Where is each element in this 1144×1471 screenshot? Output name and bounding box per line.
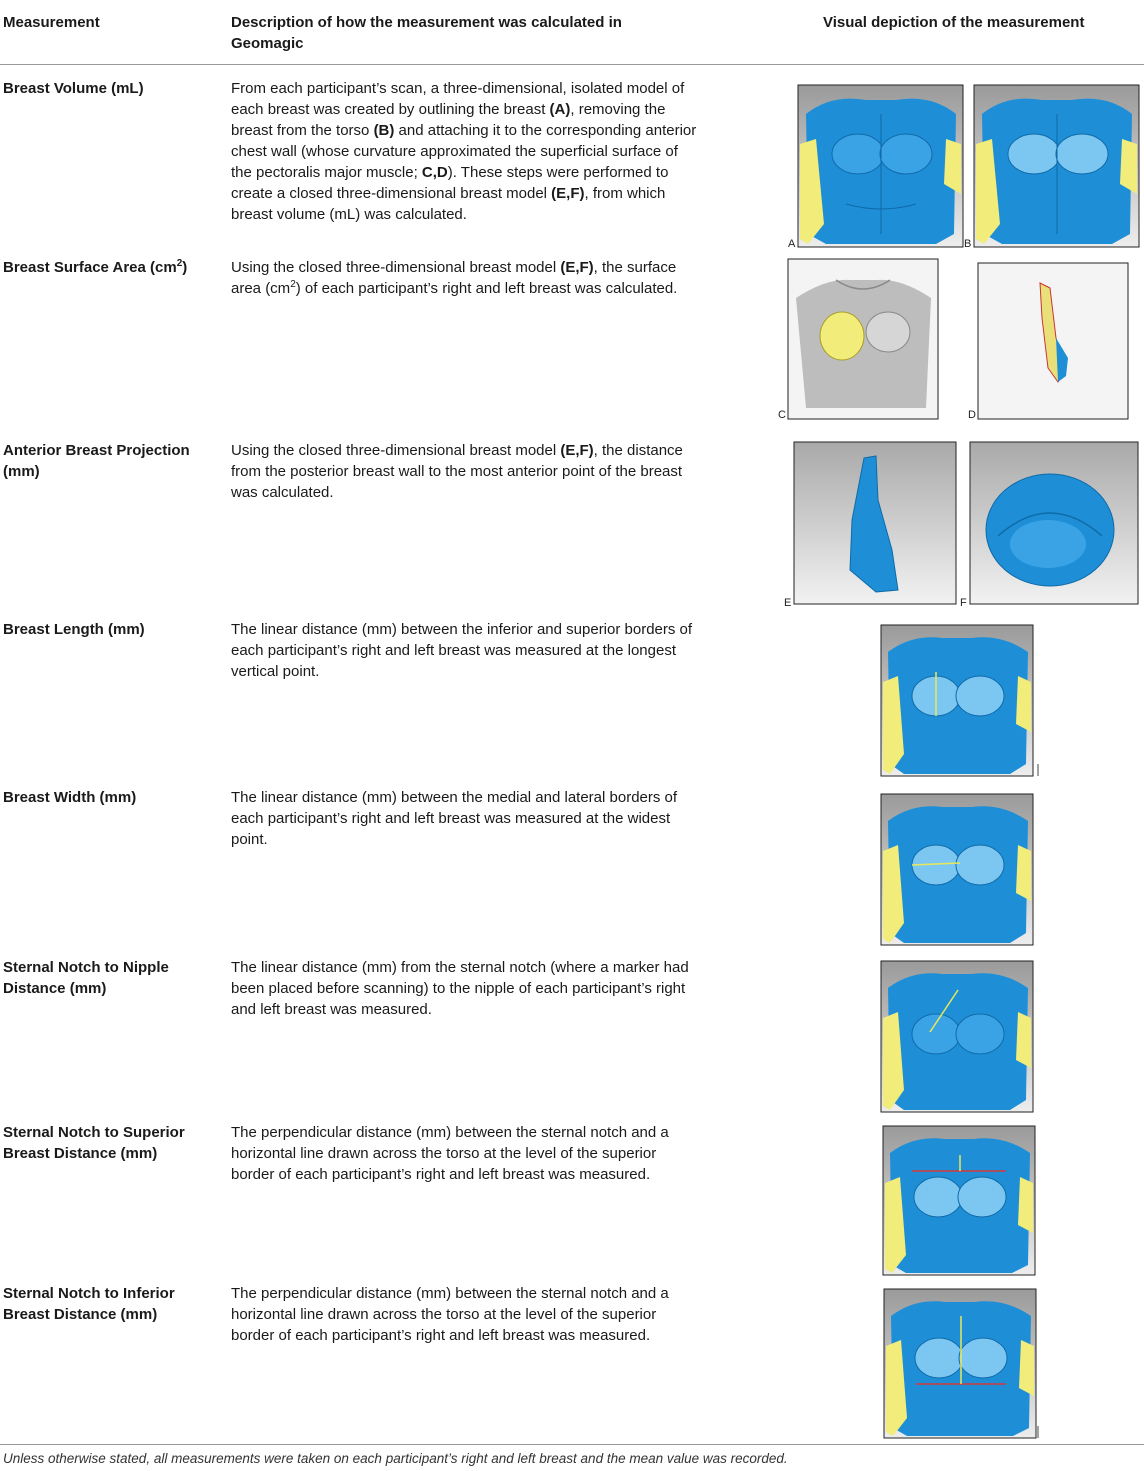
scan-panel-a [788,85,963,250]
breast-length-scan [880,624,1042,778]
measurement-description: The linear distance (mm) between the inferior and superior borders of each participant’s right and left breast was measured at the longest vertical point. [231,621,693,680]
measurement-name: Breast Width (mm) [3,789,137,806]
measurement-name: Breast Surface Area $(cm^2)$ [3,258,188,276]
measurement-description: The linear distance (mm) from the sternal notch (where a marker had been placed before scanning) to the nipple of each participant’s right and left breast was measured. [231,959,689,1018]
header-measurement: Measurement [3,14,100,31]
header-visual: Visual depiction of the measurement [823,14,1085,31]
measurement-description: The linear distance (mm) between the medial and lateral borders of each participant’s right and left breast was measured at the widest point. [231,789,678,848]
table-footnote: Unless otherwise stated, all measurements were taken on each participant’s right and left breast and the mean value was recorded. [3,1451,788,1466]
panel-label-a: A [788,238,796,250]
torso-scan-figure-c-d [776,258,1142,424]
panel-label-f: F [960,597,967,608]
panel-label-c: C [778,409,786,421]
table-header [0,0,1144,65]
scan-panel-c [778,259,938,421]
measurement-name: Sternal Notch to Inferior Breast Distance (mm) [3,1285,175,1323]
torso-scan-figure-a-b [786,84,1142,252]
scan-panel-b [964,85,1139,250]
sternal-notch-superior-scan [882,1125,1042,1277]
panel-label-d: D [968,409,976,421]
scan-panel-d [968,263,1128,421]
sternal-notch-inferior-scan [876,1288,1042,1442]
breast-model-figure-e-f [780,440,1142,608]
measurement-description: Using the closed three-dimensional breast model (E,F), the distance from the posterior breast wall to the most anterior point of the breast was calculated. [231,442,683,501]
scan-panel-f [960,442,1138,608]
measurement-description: From each participant’s scan, a three-dimensional, isolated model of each breast was created by outlining the breast (A), removing the breast from the torso (B) and attaching it to the corresponding anterior chest wall (whose curvature approximated the superficial surface of the pectoralis major muscle; C,D). These steps were performed to create a closed three-dimensional breast model (E,F), from which breast volume (mL) was calculated. [231,80,697,223]
sternal-notch-nipple-scan [880,960,1042,1114]
measurement-description: The perpendicular distance (mm) between the sternal notch and a horizontal line drawn across the torso at the level of the superior border of each participant’s right and left breast was measured. [231,1124,669,1183]
measurement-name: Breast Length (mm) [3,621,145,638]
measurement-name: Sternal Notch to Nipple Distance (mm) [3,959,169,997]
measurement-description: The perpendicular distance (mm) between the sternal notch and a horizontal line drawn across the torso at the level of the superior border of each participant’s right and left breast was measured. [231,1285,669,1344]
table-bottom-rule [0,1444,1144,1445]
measurement-description: Using the closed three-dimensional breast model (E,F), the surface area $(cm^2)$ of each participant’s right and left breast was calculated. [231,259,678,297]
panel-label-e: E [784,597,792,608]
header-description: Description of how the measurement was calculated in Geomagic [231,14,622,52]
breast-width-scan [880,793,1042,947]
scan-panel-e [784,442,956,608]
panel-label-b: B [964,238,972,250]
measurement-name: Anterior Breast Projection (mm) [3,442,190,480]
measurement-name: Sternal Notch to Superior Breast Distance (mm) [3,1124,185,1162]
measurement-name: Breast Volume (mL) [3,80,144,97]
